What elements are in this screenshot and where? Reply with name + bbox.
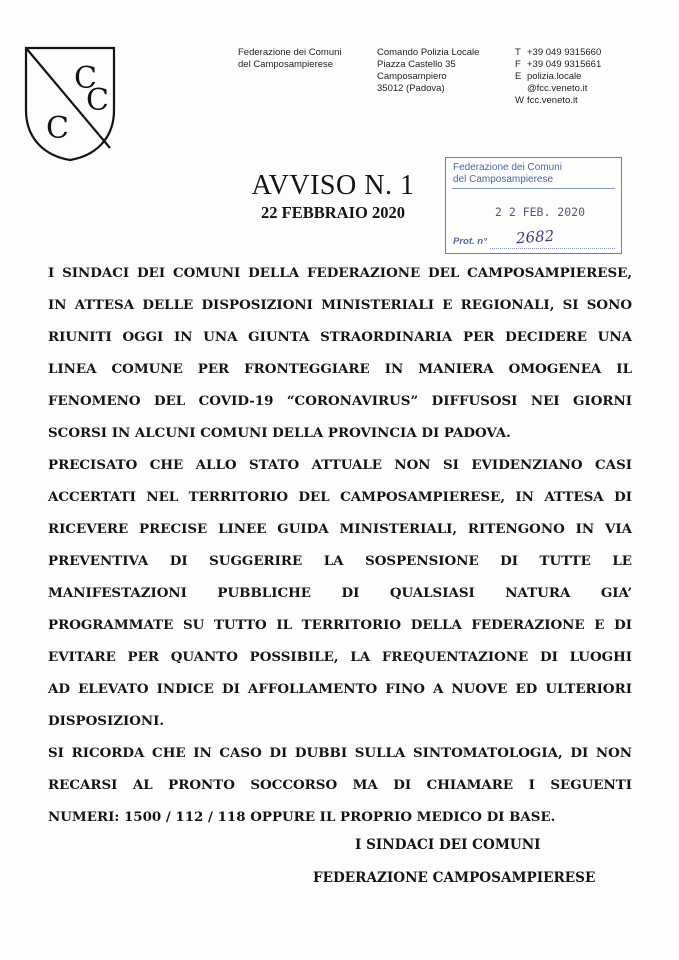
notice-title	[248, 170, 418, 224]
letterhead-contacts	[515, 47, 601, 107]
address-line: Piazza Castello 35	[377, 59, 456, 70]
letterhead-address	[377, 47, 479, 95]
body-line: ACCERTATI NEL TERRITORIO DEL CAMPOSAMPIERESE, IN ATTESA DI	[48, 489, 632, 505]
body-line: RICEVERE PRECISE LINEE GUIDA MINISTERIALI, RITENGONO IN VIA	[48, 521, 632, 537]
body-line: SCORSI IN ALCUNI COMUNI DELLA PROVINCIA DI PADOVA.	[48, 425, 511, 441]
contact-fax: F +39 049 9315661	[515, 59, 602, 70]
stamp-line-2: del Camposampierese	[453, 174, 554, 185]
stamp-line-1: Federazione dei Comuni	[453, 162, 562, 173]
body-line: FENOMENO DEL COVID-19 “CORONAVIRUS” DIFFUSOSI NEI GIORNI	[48, 393, 632, 409]
body-line: IN ATTESA DELLE DISPOSIZIONI MINISTERIALI E REGIONALI, SI SONO	[48, 297, 632, 313]
notice-date: 22 FEBBRAIO 2020	[261, 203, 405, 222]
federation-logo	[22, 44, 118, 164]
notice-body	[48, 257, 632, 833]
stamp-prot-number: 2682	[515, 226, 555, 248]
stamp-prot-line	[490, 248, 615, 249]
body-line: PROGRAMMATE SU TUTTO IL TERRITORIO DELLA FEDERAZIONE E DI	[48, 617, 632, 633]
stamp-prot-label: Prot. n°	[453, 236, 487, 247]
signature-line-2: FEDERAZIONE CAMPOSAMPIERESE	[313, 870, 596, 886]
body-line: PREVENTIVA DI SUGGERIRE LA SOSPENSIONE DI TUTTE LE	[48, 553, 632, 569]
body-line: EVITARE PER QUANTO POSSIBILE, LA FREQUENTAZIONE DI LUOGHI	[48, 649, 632, 665]
address-line: Camposampiero	[377, 71, 447, 82]
logo-letter-c-mid: C	[86, 83, 109, 118]
logo-letter-c-top: C	[74, 61, 97, 96]
contact-email: E polizia.locale	[515, 71, 582, 82]
body-line: LINEA COMUNE PER FRONTEGGIARE IN MANIERA OMOGENEA IL	[48, 361, 632, 377]
body-line: RIUNITI OGGI IN UNA GIUNTA STRAORDINARIA PER DECIDERE UNA	[48, 329, 632, 345]
body-line: SI RICORDA CHE IN CASO DI DUBBI SULLA SINTOMATOLOGIA, DI NON	[48, 745, 632, 761]
body-line: NUMERI: 1500 / 112 / 118 OPPURE IL PROPRIO MEDICO DI BASE.	[48, 809, 556, 825]
protocol-stamp	[445, 157, 622, 254]
federation-line: del Camposampierese	[238, 59, 334, 70]
contact-web: W fcc.veneto.it	[515, 95, 578, 106]
stamp-divider	[452, 188, 615, 189]
address-line: 35012 (Padova)	[377, 83, 445, 94]
body-line: AD ELEVATO INDICE DI AFFOLLAMENTO FINO A NUOVE ED ULTERIORI	[48, 681, 632, 697]
body-line: RECARSI AL PRONTO SOCCORSO MA DI CHIAMARE I SEGUENTI	[48, 777, 632, 793]
notice-heading: AVVISO N. 1	[251, 170, 415, 201]
body-line: DISPOSIZIONI.	[48, 713, 165, 729]
body-line: I SINDACI DEI COMUNI DELLA FEDERAZIONE DEL CAMPOSAMPIERESE,	[48, 265, 632, 281]
contact-email-domain: @fcc.veneto.it	[527, 83, 588, 94]
letterhead-federation	[238, 47, 342, 71]
logo-letter-c-bottom: C	[46, 111, 69, 146]
signature-line-1: I SINDACI DEI COMUNI	[355, 837, 541, 853]
body-line: MANIFESTAZIONI PUBBLICHE DI QUALSIASI NATURA GIA’	[48, 585, 632, 601]
contact-phone: T +39 049 9315660	[515, 47, 602, 58]
body-line: PRECISATO CHE ALLO STATO ATTUALE NON SI EVIDENZIANO CASI	[48, 457, 632, 473]
stamp-date: 2 2 FEB. 2020	[495, 205, 586, 219]
address-line: Comando Polizia Locale	[377, 47, 480, 58]
federation-line: Federazione dei Comuni	[238, 47, 342, 58]
